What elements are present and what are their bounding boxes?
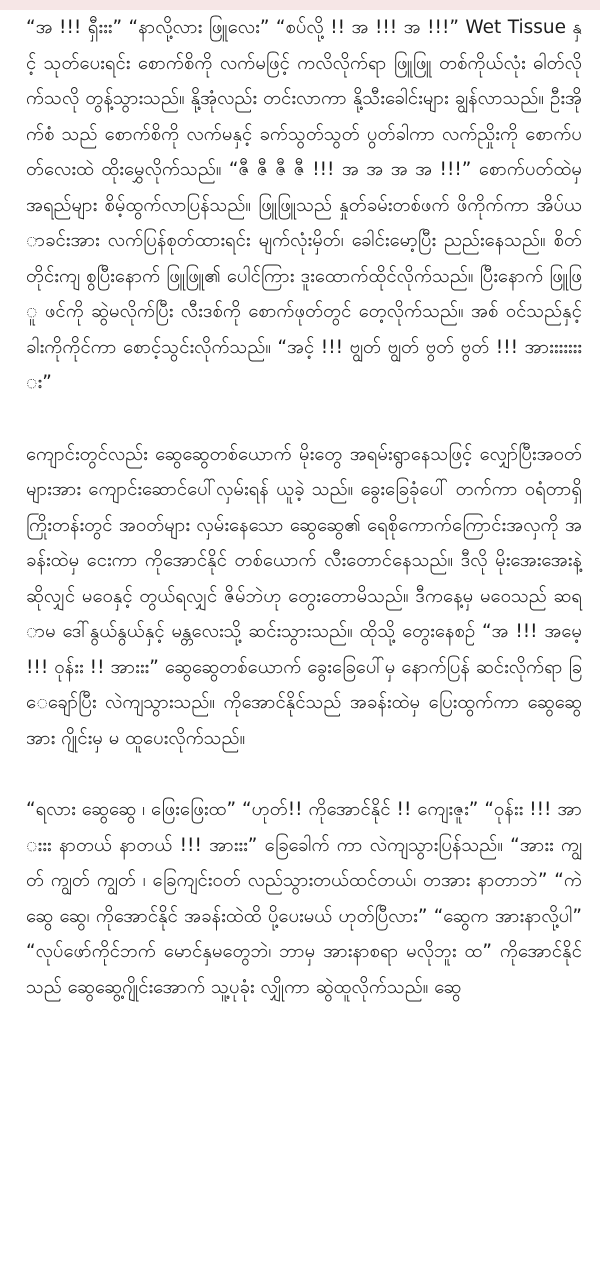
reading-page [26, 10, 582, 1041]
story-paragraph-3: “ရလား ဆွေဆွေ ၊ ဖြေးဖြေးထ” “ဟုတ်!! ကိုအောင်နိုင် !! ကျေးဇူး” “ဝုန်းး !!! အားးး နာတယ် နာတယ် !!! အားးး” ခြေခေါက် ကာ လဲကျသွားပြန်သည်။ “အားး ကျွတ် ကျွတ် ကျွတ် ၊ ခြေကျင်းဝတ် လည်သွားတယ်ထင်တယ်၊ တအား နာတာဘဲ” “ကဲ ဆွေ ဆွေ၊ ကိုအောင်နိုင် အခန်းထဲထိ ပို့ပေးမယ် ဟုတ်ပြီလား” “ဆွေက အားနာလို့ပါ” “လုပ်ဖော်ကိုင်ဘက် မောင်နှမတွေဘဲ၊ ဘာမှ အားနာစရာ မလိုဘူး ထ” ကိုအောင်နိုင်သည် ဆွေဆွေ့ဂျိုင်းအောက် သူ့ပုခုံး လျှိုကာ ဆွဲထူလိုက်သည်။ ဆွေ [26, 799, 582, 998]
story-paragraph-2: ကျောင်းတွင်လည်း ဆွေဆွေတစ်ယောက် မိုးတွေ အရမ်းရွာနေသဖြင့် လျှော်ပြီးအဝတ်များအား ကျောင်းဆောင်ပေါ်လှမ်းရန် ယူခဲ့ သည်။ ခွေးခြေခုံပေါ် တက်ကာ ဝရံတာရှိ ကြိုးတန်းတွင် အဝတ်များ လှမ်းနေသော ဆွေဆွေ၏ ရေစိုကောက်ကြောင်းအလှကို အခန်းထဲမှ ငေးကာ ကိုအောင်နိုင် တစ်ယောက် လီးတောင်နေသည်။ ဒီလို မိုးအေးအေးနဲ့ဆိုလျှင် မဝေနှင့် တွယ်ရလျှင် ဇိမ်ဘဲဟု တွေးတောမိသည်။ ဒီကနေ့မှ မဝေသည် ဆရာမ ဒေါ်နွယ်နွယ်နှင့် မန္တလေးသို့ ဆင်းသွားသည်။ ထိုသို့ တွေးနေစဉ် “အ !!! အမေ့ !!! ဝုန်းး !! အားးး” ဆွေဆွေတစ်ယောက် ခွေးခြေပေါ်မှ နောက်ပြန် ဆင်းလိုက်ရာ ခြေချော်ပြီး လဲကျသွားသည်။ ကိုအောင်နိုင်သည် အခန်းထဲမှ ပြေးထွက်ကာ ဆွေဆွေအား ဂျိုင်းမှ မ ထူပေးလိုက်သည်။ [26, 443, 582, 749]
reader-top-bar [0, 0, 600, 10]
story-paragraph-1: “အ !!! ရှီးးး” “နာလို့လား ဖြူလေး” “စပ်လို့ !! အ !!! အ !!!” Wet Tissue နှင့် သုတ်ပေးရင်း စောက်စိကို လက်မဖြင့် ကလိလိုက်ရာ ဖြူဖြူ တစ်ကိုယ်လုံး ဓါတ်လိုက်သလို တွန့်သွားသည်။ နို့အုံလည်း တင်းလာကာ နို့သီးခေါင်းများ ချွန်လာသည်။ ဦးအိုက်စံ သည် စောက်စိကို လက်မနှင့် ခက်သွတ်သွတ် ပွတ်ခါကာ လက်ညှိုးကို စောက်ပတ်လေးထဲ ထိုးမွှေလိုက်သည်။ “ဇီ ဇီ ဇီ ဇီ !!! အ အ အ အ !!!” စောက်ပတ်ထဲမှ အရည်များ စိမ့်ထွက်လာပြန်သည်။ ဖြူဖြူသည် နှုတ်ခမ်းတစ်ဖက် ဖိကိုက်ကာ အိပ်ယာခင်းအား လက်ပြန်စုတ်ထားရင်း မျက်လုံးမှိတ်၊ ခေါင်းမော့ပြီး ညည်းနေသည်။ စိတ်တိုင်းကျ စွပြီးနောက် ဖြူဖြူ၏ ပေါင်ကြား ဒူးထောက်ထိုင်လိုက်သည်။ ပြီးနောက် ဖြူဖြူ ဖင်ကို ဆွဲမလိုက်ပြီး လီးဒစ်ကို စောက်ဖုတ်တွင် တေ့လိုက်သည်။ အစ် ဝင်သည်နှင့် ခါးကိုကိုင်ကာ စောင့်သွင်းလိုက်သည်။ “အင့် !!! ဗျွတ် ဗျွတ် ဗွတ် ဗွတ် !!! အားးးးးးးး” [26, 17, 582, 393]
